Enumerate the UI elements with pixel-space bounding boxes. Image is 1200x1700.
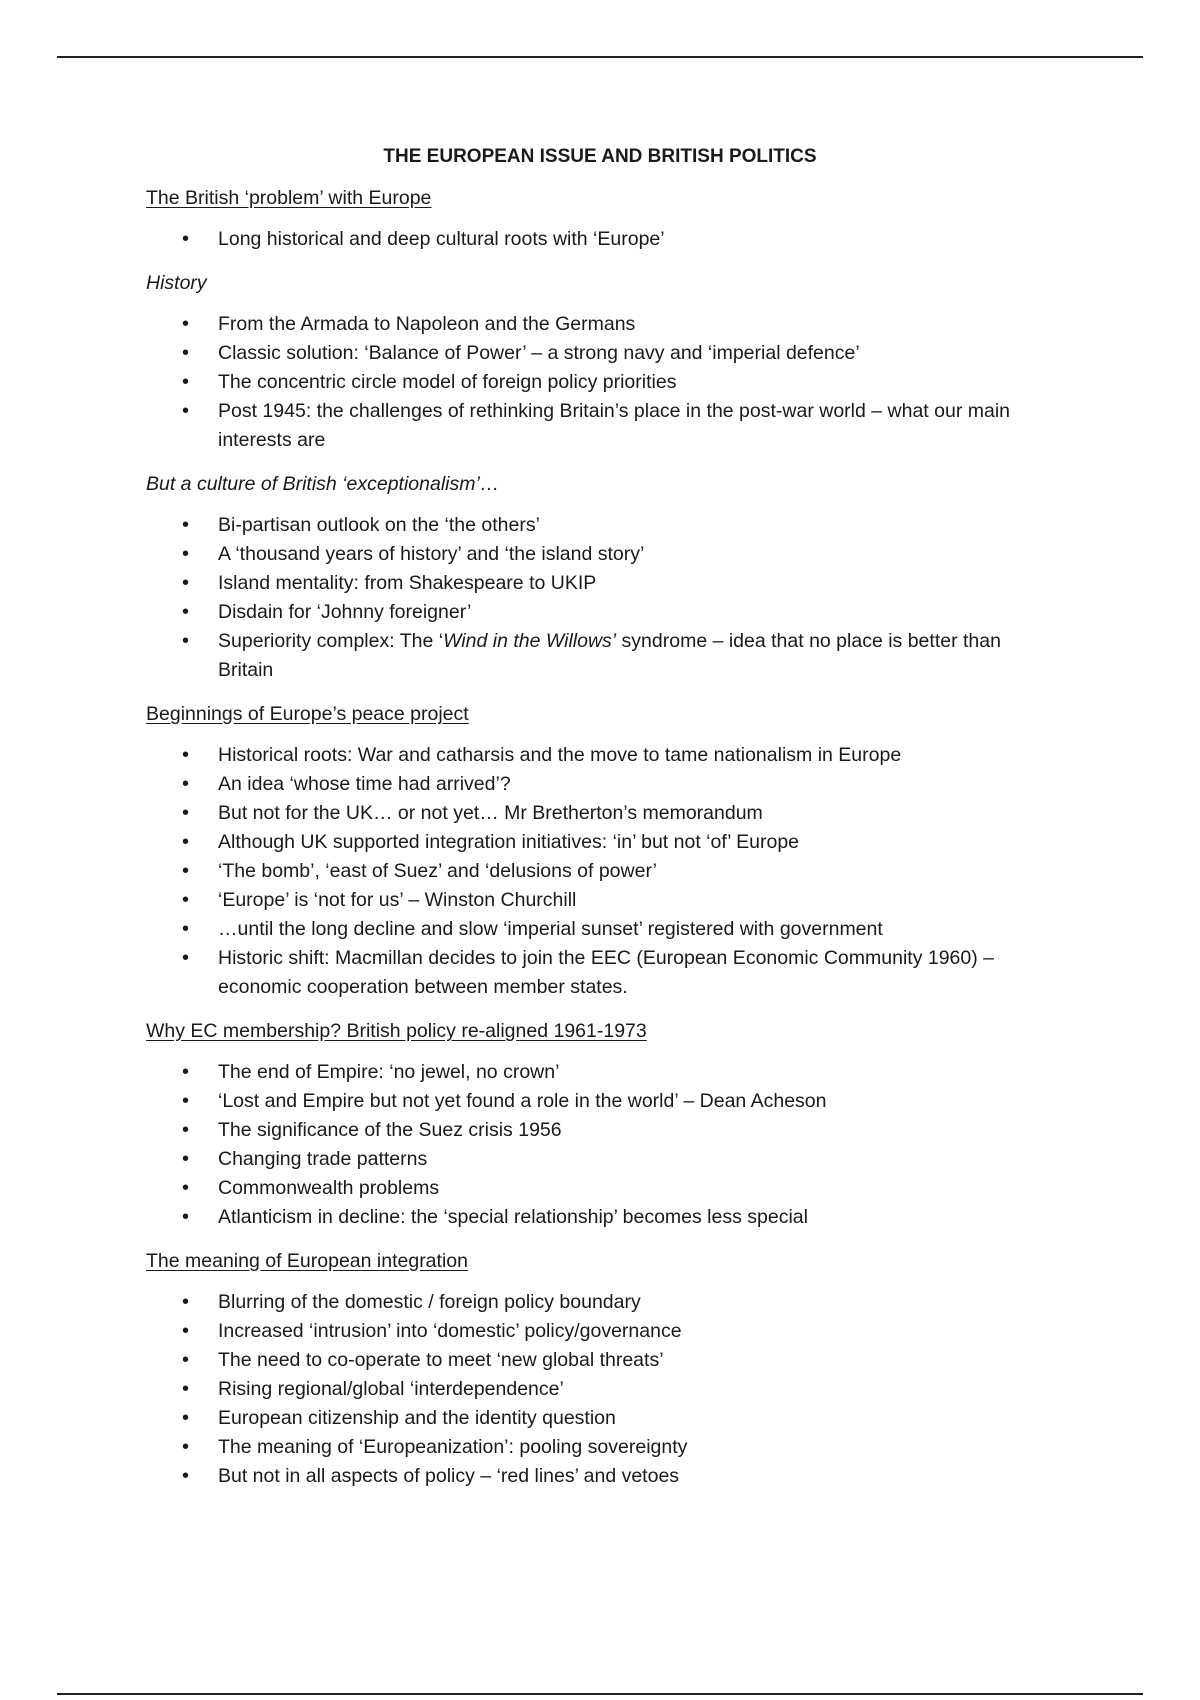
list-item: • But not for the UK… or not yet… Mr Bretherton’s memorandum	[146, 799, 1066, 828]
list-item: • Bi-partisan outlook on the ‘the others’	[146, 511, 1066, 540]
bottom-rule	[57, 1693, 1143, 1695]
section-heading: Beginnings of Europe’s peace project	[146, 703, 469, 725]
document-body	[146, 146, 1066, 1507]
section-heading: The British ‘problem’ with Europe	[146, 187, 432, 209]
list-item: • Historical roots: War and catharsis and the move to tame nationalism in Europe	[146, 741, 1066, 770]
list-item: • The meaning of ‘Europeanization’: pooling sovereignty	[146, 1433, 1066, 1462]
list-item: • …until the long decline and slow ‘imperial sunset’ registered with government	[146, 915, 1066, 944]
section-subheading: But a culture of British ‘exceptionalism’…	[146, 473, 500, 495]
list-item: • Changing trade patterns	[146, 1145, 1066, 1174]
list-item: • ‘The bomb’, ‘east of Suez’ and ‘delusions of power’	[146, 857, 1066, 886]
bullet-list	[146, 1058, 1066, 1232]
list-item: • The end of Empire: ‘no jewel, no crown’	[146, 1058, 1066, 1087]
list-item: • The concentric circle model of foreign policy priorities	[146, 368, 1066, 397]
bullet-list	[146, 310, 1066, 455]
document-title: THE EUROPEAN ISSUE AND BRITISH POLITICS	[383, 146, 817, 167]
list-item: • The need to co-operate to meet ‘new global threats’	[146, 1346, 1066, 1375]
list-item: • The significance of the Suez crisis 1956	[146, 1116, 1066, 1145]
list-item	[146, 627, 1066, 685]
bullet-list	[146, 225, 1066, 254]
list-item: • Atlanticism in decline: the ‘special relationship’ becomes less special	[146, 1203, 1066, 1232]
list-item: • Island mentality: from Shakespeare to UKIP	[146, 569, 1066, 598]
list-item: • A ‘thousand years of history’ and ‘the island story’	[146, 540, 1066, 569]
section-subheading: History	[146, 272, 207, 294]
list-item: • From the Armada to Napoleon and the Germans	[146, 310, 1066, 339]
list-item: • Although UK supported integration initiatives: ‘in’ but not ‘of’ Europe	[146, 828, 1066, 857]
list-item: • ‘Lost and Empire but not yet found a role in the world’ – Dean Acheson	[146, 1087, 1066, 1116]
section-heading: Why EC membership? British policy re-aligned 1961-1973	[146, 1020, 647, 1042]
list-item: • Historic shift: Macmillan decides to join the EEC (European Economic Community 1960) – economic cooperation between member states.	[146, 944, 1066, 1002]
list-item: • Long historical and deep cultural roots with ‘Europe’	[146, 225, 1066, 254]
list-item: • Blurring of the domestic / foreign policy boundary	[146, 1288, 1066, 1317]
bullet-list	[146, 511, 1066, 685]
list-item: • Increased ‘intrusion’ into ‘domestic’ policy/governance	[146, 1317, 1066, 1346]
item-text-italic: Wind in the Willows’	[443, 630, 617, 652]
bullet-list	[146, 1288, 1066, 1491]
item-text-start: Superiority complex: The ‘	[218, 630, 444, 652]
top-rule	[57, 56, 1143, 58]
list-item: • Rising regional/global ‘interdependence’	[146, 1375, 1066, 1404]
list-item: • ‘Europe’ is ‘not for us’ – Winston Churchill	[146, 886, 1066, 915]
list-item: • Classic solution: ‘Balance of Power’ – a strong navy and ‘imperial defence’	[146, 339, 1066, 368]
list-item: • Post 1945: the challenges of rethinking Britain’s place in the post-war world – what our main interests are	[146, 397, 1066, 455]
list-item: • But not in all aspects of policy – ‘red lines’ and vetoes	[146, 1462, 1066, 1491]
list-item: • An idea ‘whose time had arrived’?	[146, 770, 1066, 799]
list-item: • Commonwealth problems	[146, 1174, 1066, 1203]
list-item: • European citizenship and the identity question	[146, 1404, 1066, 1433]
list-item: • Disdain for ‘Johnny foreigner’	[146, 598, 1066, 627]
item-text-end: syndrome – idea that no place is better than Britain	[218, 630, 1001, 681]
bullet-list	[146, 741, 1066, 1002]
section-heading: The meaning of European integration	[146, 1250, 468, 1272]
